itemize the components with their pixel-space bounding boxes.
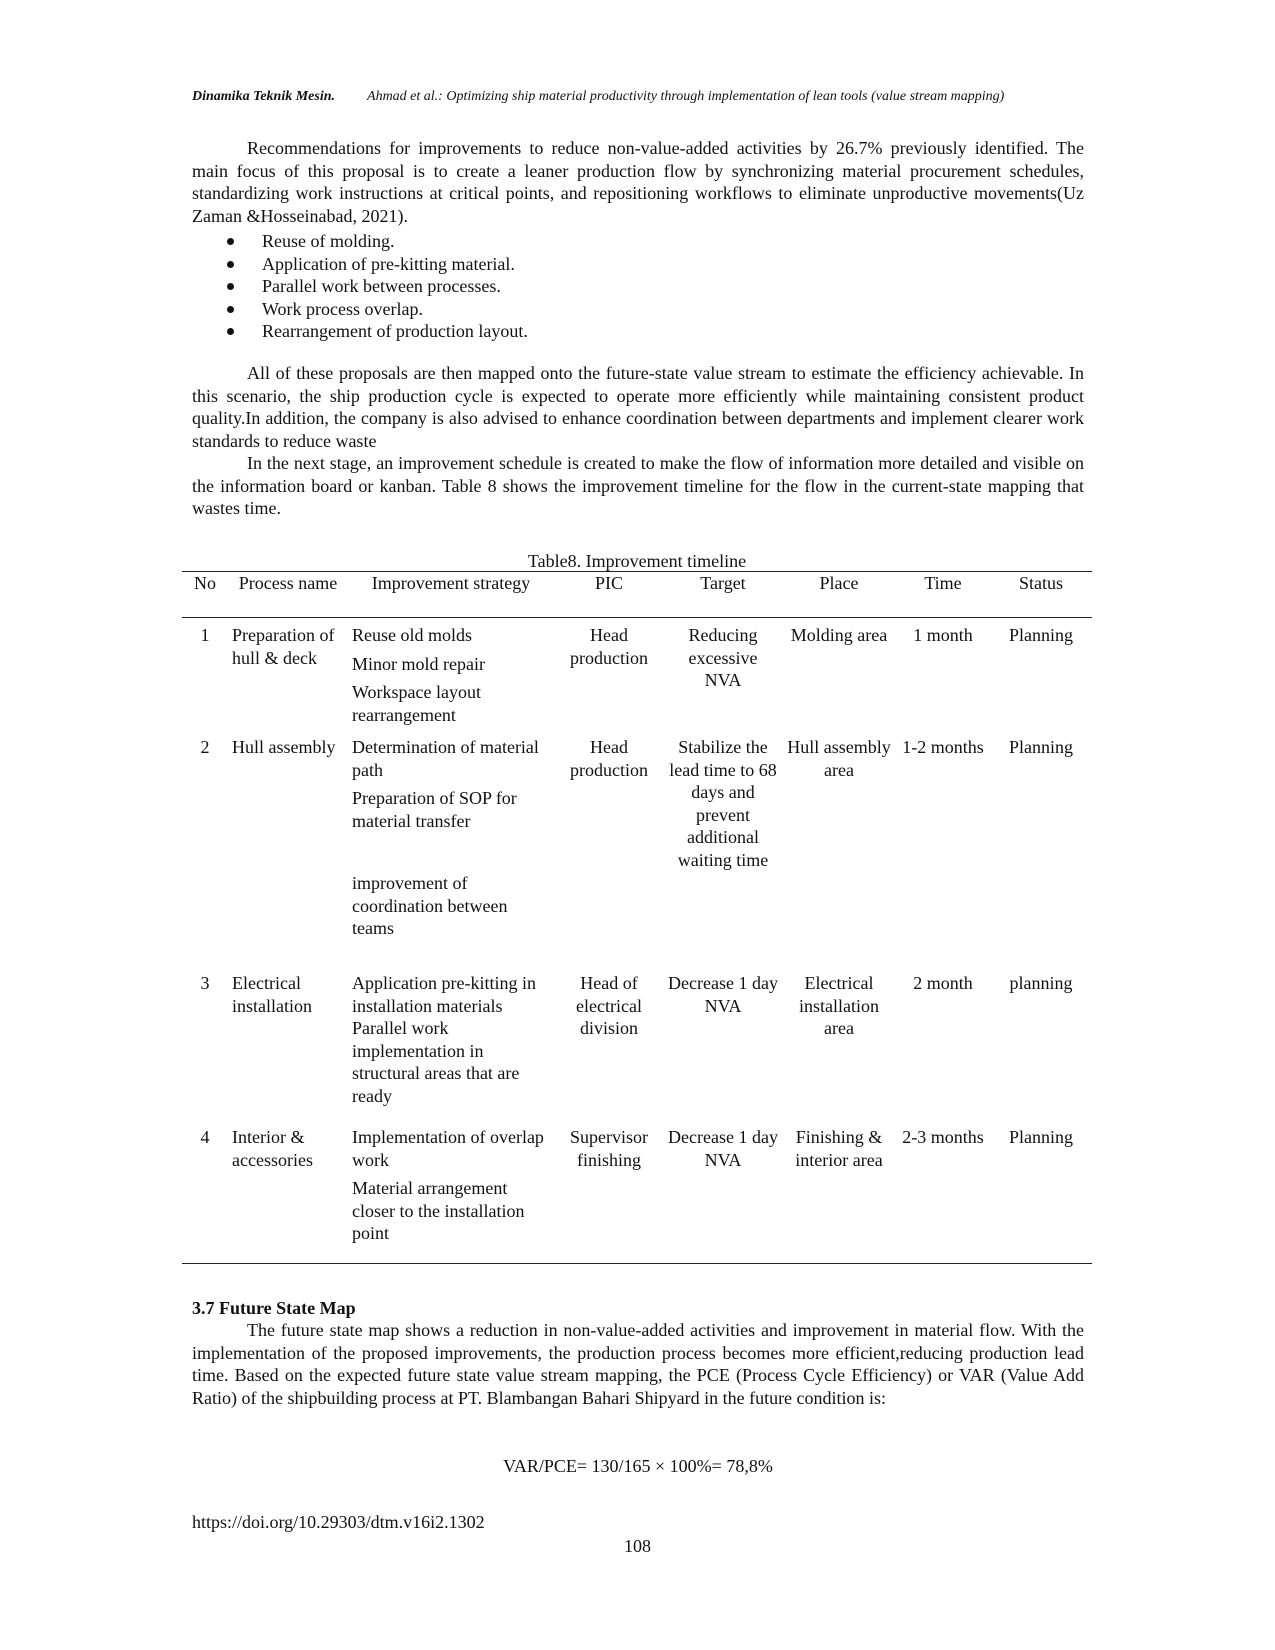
improvement-timeline-table: [182, 571, 1092, 1264]
cell-no: 1: [200, 625, 210, 645]
cell-status: Planning: [1008, 625, 1073, 645]
pce-equation: VAR/PCE= 130/165 × 100%= 78,8%: [503, 1456, 773, 1476]
cell-no: 2: [200, 737, 210, 757]
strategy-item: Material arrangement closer to the installation point: [352, 1178, 525, 1243]
list-item-text: Application of pre-kitting material.: [262, 253, 515, 274]
cell-process: Interior & accessories: [232, 1127, 313, 1170]
intro-block: [192, 137, 1084, 227]
list-item: [192, 253, 1084, 276]
list-item-text: Rearrangement of production layout.: [262, 321, 528, 341]
cell-pic: Head of electrical division: [576, 973, 642, 1038]
list-item: [192, 230, 1084, 253]
cell-status: planning: [1009, 973, 1073, 993]
discussion-block: [192, 362, 1084, 520]
strategy-item: Minor mold repair: [352, 653, 485, 674]
strategy-item: improvement of coordination between teams: [352, 873, 508, 938]
cell-target: Reducing excessive NVA: [688, 625, 758, 690]
table-row: [182, 618, 1092, 737]
list-item-text: Parallel work between processes.: [262, 276, 501, 296]
list-item-text: Work process overlap.: [262, 298, 423, 319]
bullet-icon: [227, 328, 234, 335]
list-item: [192, 275, 1084, 298]
page-number: 108: [624, 1536, 651, 1556]
cell-place: Finishing & interior area: [795, 1127, 883, 1170]
table-row: [182, 972, 1092, 1126]
column-header: Status: [990, 572, 1092, 618]
intro-paragraph: Recommendations for improvements to reduce non-value-added activities by 26.7% previously identified. The main focus of this proposal is to create a leaner production flow by synchronizing material procurement schedules, standardizing work instructions at critical points, and repositioning workflows to eliminate unproductive movements(Uz Zaman &Hosseinabad, 2021).: [192, 138, 1084, 226]
cell-pic: Head production: [570, 625, 648, 668]
bullet-icon: [227, 238, 234, 245]
column-header: Time: [896, 572, 990, 618]
cell-no: 3: [200, 973, 210, 993]
running-header: [192, 88, 1084, 106]
cell-time: 1 month: [913, 625, 973, 645]
section-heading: 3.7 Future State Map: [192, 1298, 356, 1318]
list-item-text: Reuse of molding.: [262, 231, 395, 251]
cell-pic: Supervisor finishing: [570, 1127, 648, 1170]
cell-place: Electrical installation area: [799, 973, 879, 1038]
cell-target: Decrease 1 day NVA: [668, 1127, 778, 1170]
bullet-icon: [227, 283, 234, 290]
table-caption: Table8. Improvement timeline: [527, 551, 747, 571]
list-item: [192, 298, 1084, 321]
proposal-list: [192, 230, 1084, 343]
cell-process: Preparation of hull & deck: [232, 625, 335, 668]
cell-target: Decrease 1 day NVA: [668, 973, 778, 1016]
journal-name: Dinamika Teknik Mesin.: [192, 89, 336, 104]
bullet-icon: [227, 261, 234, 268]
column-header: Place: [782, 572, 896, 618]
column-header: Process name: [228, 572, 348, 618]
cell-strategy: [348, 972, 554, 1126]
cell-place: Molding area: [790, 625, 888, 645]
strategy-item: Reuse old molds: [352, 625, 472, 645]
cell-strategy: [348, 1126, 554, 1264]
doi-link[interactable]: https://doi.org/10.29303/dtm.v16i2.1302: [192, 1512, 485, 1532]
strategy-item: Implementation of overlap work: [352, 1127, 544, 1170]
column-header: Improvement strategy: [348, 572, 554, 618]
strategy-item: Application pre-kitting in installation materials: [352, 973, 536, 1016]
future-state-block: [192, 1319, 1084, 1409]
table-row: [182, 736, 1092, 972]
cell-time: 2-3 months: [902, 1127, 984, 1147]
cell-no: 4: [200, 1127, 210, 1147]
strategy-item: Determination of material path: [352, 737, 539, 780]
cell-target: Stabilize the lead time to 68 days and prevent additional waiting time: [669, 737, 777, 870]
paragraph-improvement-schedule: In the next stage, an improvement schedule is created to make the flow of information more detailed and visible on the information board or kanban. Table 8 shows the improvement timeline for the flow in the current-state mapping that wastes time.: [192, 453, 1084, 518]
table-header-row: [182, 572, 1092, 618]
list-item: [192, 320, 1084, 343]
strategy-item: Preparation of SOP for material transfer: [352, 788, 517, 831]
article-title: Ahmad et al.: Optimizing ship material productivity through implementation of lean tools (value stream mapping): [367, 89, 1005, 104]
cell-time: 2 month: [913, 973, 973, 993]
column-header: Target: [664, 572, 782, 618]
cell-place: Hull assembly area: [787, 737, 891, 780]
cell-status: Planning: [1008, 1127, 1073, 1147]
paragraph-future-state: All of these proposals are then mapped onto the future-state value stream to estimate the efficiency achievable. In this scenario, the ship production cycle is expected to operate more efficiently while maintaining consistent product quality.In addition, the company is also advised to enhance coordination between departments and implement clearer work standards to reduce waste: [192, 363, 1084, 451]
cell-strategy: [348, 618, 554, 737]
strategy-item: Workspace layout rearrangement: [352, 682, 482, 725]
cell-strategy: [348, 736, 554, 972]
cell-time: 1-2 months: [902, 737, 984, 757]
cell-status: Planning: [1008, 737, 1073, 757]
column-header: PIC: [554, 572, 664, 618]
column-header: No: [182, 572, 228, 618]
cell-pic: Head production: [570, 737, 648, 780]
cell-process: Electrical installation: [232, 973, 312, 1016]
strategy-item: Parallel work implementation in structural areas that are ready: [352, 1018, 520, 1106]
bullet-icon: [227, 306, 234, 313]
cell-process: Hull assembly: [232, 737, 336, 757]
table-row: [182, 1126, 1092, 1264]
future-state-paragraph: The future state map shows a reduction in non-value-added activities and improvement in material flow. With the implementation of the proposed improvements, the production process becomes more efficient,reducing production lead time. Based on the expected future state value stream mapping, the PCE (Process Cycle Efficiency) or VAR (Value Add Ratio) of the shipbuilding process at PT. Blambangan Bahari Shipyard in the future condition is:: [192, 1320, 1084, 1408]
